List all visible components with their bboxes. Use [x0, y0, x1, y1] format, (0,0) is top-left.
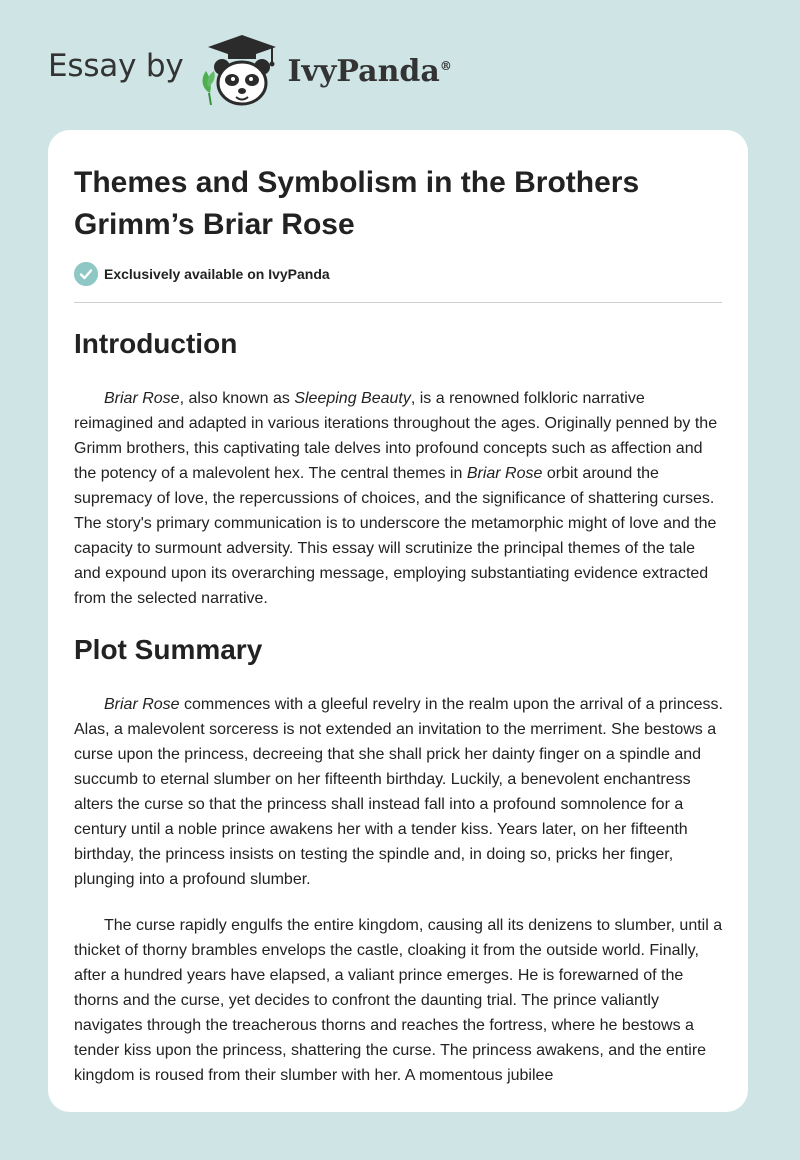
- essay-card: [48, 130, 748, 1112]
- introduction-paragraph: Briar Rose, also known as Sleeping Beauty, is a renowned folkloric narrative reimagined and adapted in various iterations throughout the ages. Originally penned by the Grimm brothers, this captivating tale delves into profound concepts such as affection and the potency of a malevolent hex. The central themes in Briar Rose orbit around the supremacy of love, the repercussions of choices, and the significance of shattering curses. The story's primary communication is to underscore the metamorphic might of love and the capacity to surmount adversity. This essay will scrutinize the principal themes of the tale and expound upon its overarching message, employing substantiating evidence extracted from the selected narrative.: [74, 390, 718, 607]
- italic-title: Briar Rose: [104, 390, 180, 407]
- italic-title: Briar Rose: [466, 465, 543, 482]
- essay-body: [74, 316, 724, 1109]
- essay-by-label: Essay by: [48, 48, 184, 84]
- check-circle-icon: [74, 262, 98, 286]
- plot-summary-paragraph-2: The curse rapidly engulfs the entire kingdom, causing all its denizens to slumber, until a thicket of thorny brambles envelops the castle, cloaking it from the outside world. Finally, after a hundred years have elapsed, a valiant prince emerges. He is forewarned of the thorns and the curse, yet decides to confront the daunting trial. The prince valiantly navigates through the treacherous thorns and reaches the fortress, where he bestows a tender kiss upon the princess, shattering the curse. The princess awakens, and the entire kingdom is roused from their slumber with her. A momentous jubilee: [74, 917, 723, 1084]
- essay-title: Themes and Symbolism in the Brothers Grimm’s Briar Rose: [74, 166, 640, 241]
- registered-mark: ®: [439, 58, 452, 73]
- exclusive-badge: [74, 262, 330, 286]
- site-header: [48, 30, 452, 110]
- brand-name[interactable]: IvyPanda®: [287, 53, 452, 89]
- panda-graduate-icon: [198, 31, 282, 109]
- plot-summary-paragraph-1: Briar Rose commences with a gleeful revelry in the realm upon the arrival of a princess. Alas, a malevolent sorceress is not extended an invitation to the merriment. She bestows a curse upon the princess, decreeing that she shall prick her dainty finger on a spindle and succumb to eternal slumber on her fifteenth birthday. Luckily, a benevolent enchantress alters the curse so that the princess shall instead fall into a profound somnolence for a century until a noble prince awakens her with a tender kiss. Years later, on her fifteenth birthday, the princess insists on testing the spindle and, in doing so, pricks her finger, plunging into a profound slumber.: [74, 696, 723, 888]
- section-heading-introduction: Introduction: [74, 328, 238, 359]
- exclusive-badge-text: Exclusively available on IvyPanda: [104, 266, 330, 282]
- italic-title: Sleeping Beauty: [294, 390, 411, 407]
- divider: [74, 302, 722, 303]
- section-heading-plot-summary: Plot Summary: [74, 634, 263, 665]
- italic-title: Briar Rose: [104, 696, 180, 713]
